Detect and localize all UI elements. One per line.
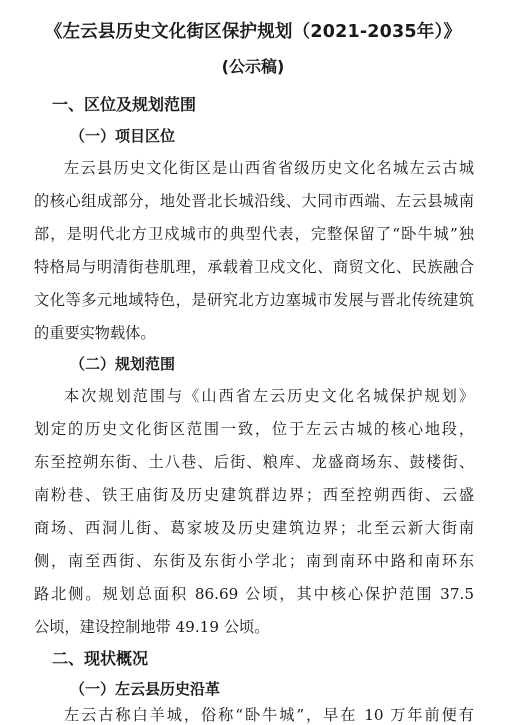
paragraph-line: 的重要实物载体。	[34, 324, 156, 342]
subsection-heading-project-location: （一）项目区位	[70, 127, 176, 145]
paragraph-line: 部，是明代北方卫戍城市的典型代表，完整保留了“卧牛城”独	[34, 225, 474, 243]
paragraph-line: 侧，南至西街、东街及东街小学北；南到南环中路和南环东	[34, 552, 474, 570]
subsection-heading-history: （一）左云县历史沿革	[70, 680, 221, 698]
paragraph-line: 特格局与明清街巷肌理，承载着卫戍文化、商贸文化、民族融合	[34, 258, 474, 276]
paragraph-line: 商场、西洞儿街、葛家坡及历史建筑边界；北至云新大街南	[34, 519, 474, 537]
paragraph-line: 左云县历史文化街区是山西省省级历史文化名城左云古城	[64, 159, 474, 177]
section-heading-current-status: 二、现状概况	[52, 649, 149, 668]
paragraph-line: 划定的历史文化街区范围一致，位于左云古城的核心地段，	[34, 420, 474, 438]
paragraph-line: 东至控朔东街、土八巷、后街、粮库、龙盛商场东、鼓楼街、	[34, 453, 474, 471]
paragraph-line: 路北侧。规划总面积 86.69 公顷，其中核心保护范围 37.5	[34, 585, 474, 603]
paragraph-line: 左云古称白羊城，俗称“卧牛城”，早在 10 万年前便有	[64, 706, 474, 724]
paragraph-line: 文化等多元地域特色，是研究北方边塞城市发展与晋北传统建筑	[34, 291, 474, 309]
subsection-heading-planning-scope: （二）规划范围	[70, 355, 176, 373]
document-subtitle: (公示稿)	[221, 57, 285, 76]
paragraph-line: 本次规划范围与《山西省左云历史文化名城保护规划》	[64, 387, 474, 405]
document-title: 《左云县历史文化街区保护规划（2021-2035年）》	[44, 22, 462, 42]
paragraph-line: 南粉巷、铁王庙街及历史建筑群边界；西至控朔西街、云盛	[34, 486, 474, 504]
paragraph-line: 公顷，建设控制地带 49.19 公顷。	[34, 618, 270, 636]
paragraph-line: 的核心组成部分，地处晋北长城沿线、大同市西端、左云县城南	[34, 192, 474, 210]
section-heading-location-scope: 一、区位及规划范围	[52, 95, 197, 114]
